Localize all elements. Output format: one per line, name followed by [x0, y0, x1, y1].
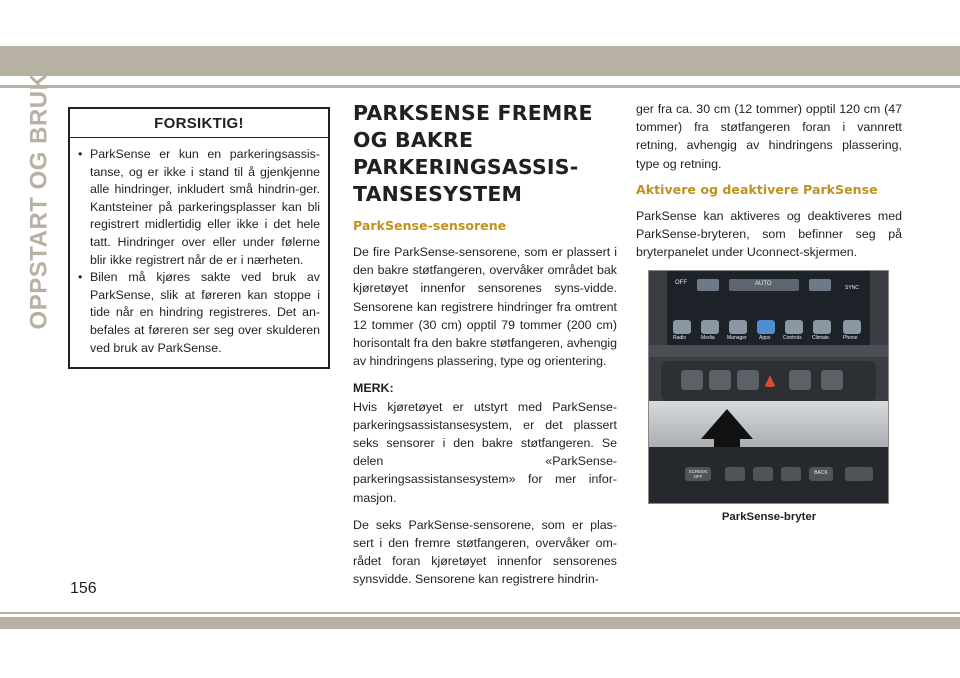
- media-icon: [701, 320, 719, 334]
- note-block: [353, 379, 617, 506]
- recirc-button: [781, 467, 801, 481]
- photo-caption: ParkSense-bryter: [721, 511, 817, 524]
- caution-list: [76, 146, 320, 357]
- note-text: Hvis kjøretøyet er utstyrt med ParkSense-parkeringsassistansesystem, er det plassert seks sensorer i den bakre støtfangeren. Se delen «ParkSense-parkeringsassistansesystem» for mer infor-masjon.: [353, 399, 617, 505]
- uconnect-screen: [667, 271, 870, 345]
- page-number: 156: [70, 580, 97, 597]
- rear-defrost-button: [753, 467, 773, 481]
- tile-label: Apps: [759, 335, 771, 342]
- apps-icon: [757, 320, 775, 334]
- tile-label: Manager: [727, 335, 747, 342]
- phone-icon: [843, 320, 861, 334]
- tile-label: Phone: [843, 335, 858, 342]
- hazard-icon: [764, 375, 776, 387]
- section-side-tab-label: OPPSTART OG BRUK: [25, 72, 52, 330]
- fan-chip: [809, 279, 831, 291]
- parksense-switch: [681, 370, 703, 390]
- park-assist-switch: [709, 370, 731, 390]
- manager-icon: [729, 320, 747, 334]
- screen-bezel: [649, 345, 888, 357]
- defrost-button: [725, 467, 745, 481]
- app-tile-row: [667, 317, 870, 343]
- back-label: BACK: [814, 470, 828, 477]
- tile-label: Media: [701, 335, 715, 342]
- front-sensors-paragraph: De seks ParkSense-sensorene, som er plas-sert i den fremre støtfangeren, overvåker om-rådet foran kjøretøyet innenfor sensorenes synsvidde. Sensorene kan registrere hindrin-: [353, 517, 617, 587]
- caution-box: [68, 107, 330, 369]
- radio-icon: [673, 320, 691, 334]
- knob: [845, 467, 873, 481]
- section-side-tab: [24, 72, 54, 330]
- section-heading: PARKSENSE FREMRE OG BAKRE PARKERINGSASSIS-TANSESYSTEM: [353, 101, 593, 206]
- top-band: [0, 46, 960, 76]
- lower-button-row: [649, 447, 888, 503]
- subheading-sensors: ParkSense-sensorene: [353, 218, 507, 233]
- climate-icon: [813, 320, 831, 334]
- subheading-activate: Aktivere og deaktivere ParkSense: [636, 181, 878, 197]
- climate-bar: [667, 277, 870, 295]
- sensors-paragraph: De fire ParkSense-sensorene, som er plassert i den bakre støtfangeren, overvåker området bak kjøretøyet innenfor sensorenes syns-vidde. Sensorene kan registrere hindringer fra omtrent 12 tommer (30 cm) opptil 79 tommer (200 cm) horisontalt fra den bakre støtfangeren, avhengig av hindringens plassering, type og orientering.: [353, 245, 617, 369]
- note-title: MERK:: [353, 381, 394, 396]
- lane-switch: [737, 370, 759, 390]
- front-sensors-paragraph-cont: ger fra ca. 30 cm (12 tommer) opptil 120 cm (47 tommer) fra støtfangeren foran i vannrett retning, avhengig av hindringens plassering, type og retning.: [636, 102, 902, 171]
- bottom-band: [0, 617, 960, 629]
- sync-label: SYNC: [845, 285, 859, 292]
- main-column: [353, 100, 617, 598]
- switch-panel: [661, 361, 876, 401]
- top-rule: [0, 85, 960, 88]
- tile-label: Radio: [673, 335, 687, 342]
- parksense-switch-photo: [648, 270, 889, 504]
- caution-item: • Bilen må kjøres sakte ved bruk av ParkSense, slik at føreren kan stoppe i tide når en hindring registreres. Det an-befales at føreren ser seg over skulderen ved bruk av ParkSense.: [76, 269, 320, 357]
- controls-icon: [785, 320, 803, 334]
- right-column: [636, 100, 902, 523]
- temp-chip: [697, 279, 719, 291]
- trim-strip: [649, 401, 888, 447]
- tile-label: Controls: [783, 335, 802, 342]
- climate-auto-label: AUTO: [755, 281, 772, 288]
- climate-off-label: OFF: [675, 280, 687, 287]
- tile-label: Climate: [812, 335, 829, 342]
- traction-switch: [821, 370, 843, 390]
- screen-off-label: SCREEN OFF: [688, 469, 708, 480]
- activate-paragraph: ParkSense kan aktiveres og deaktiveres med ParkSense-bryteren, som befinner seg på bryterpanelet under Uconnect-skjermen.: [636, 208, 902, 260]
- caution-title: FORSIKTIG!: [70, 109, 328, 138]
- arrow-up-icon: [701, 409, 753, 439]
- stability-switch: [789, 370, 811, 390]
- caution-item: • ParkSense er kun en parkeringsassis-tanse, og er ikke i stand til å gjenkjenne alle hindringer, inkludert små hindrin-ger. Kantsteiner på parkeringsplasser kan bli registrert midlertidig eller ikke i det hele tatt. Hindringer over eller under følerne blir ikke registrert når de er i nærheten.: [76, 146, 320, 269]
- bottom-rule: [0, 612, 960, 614]
